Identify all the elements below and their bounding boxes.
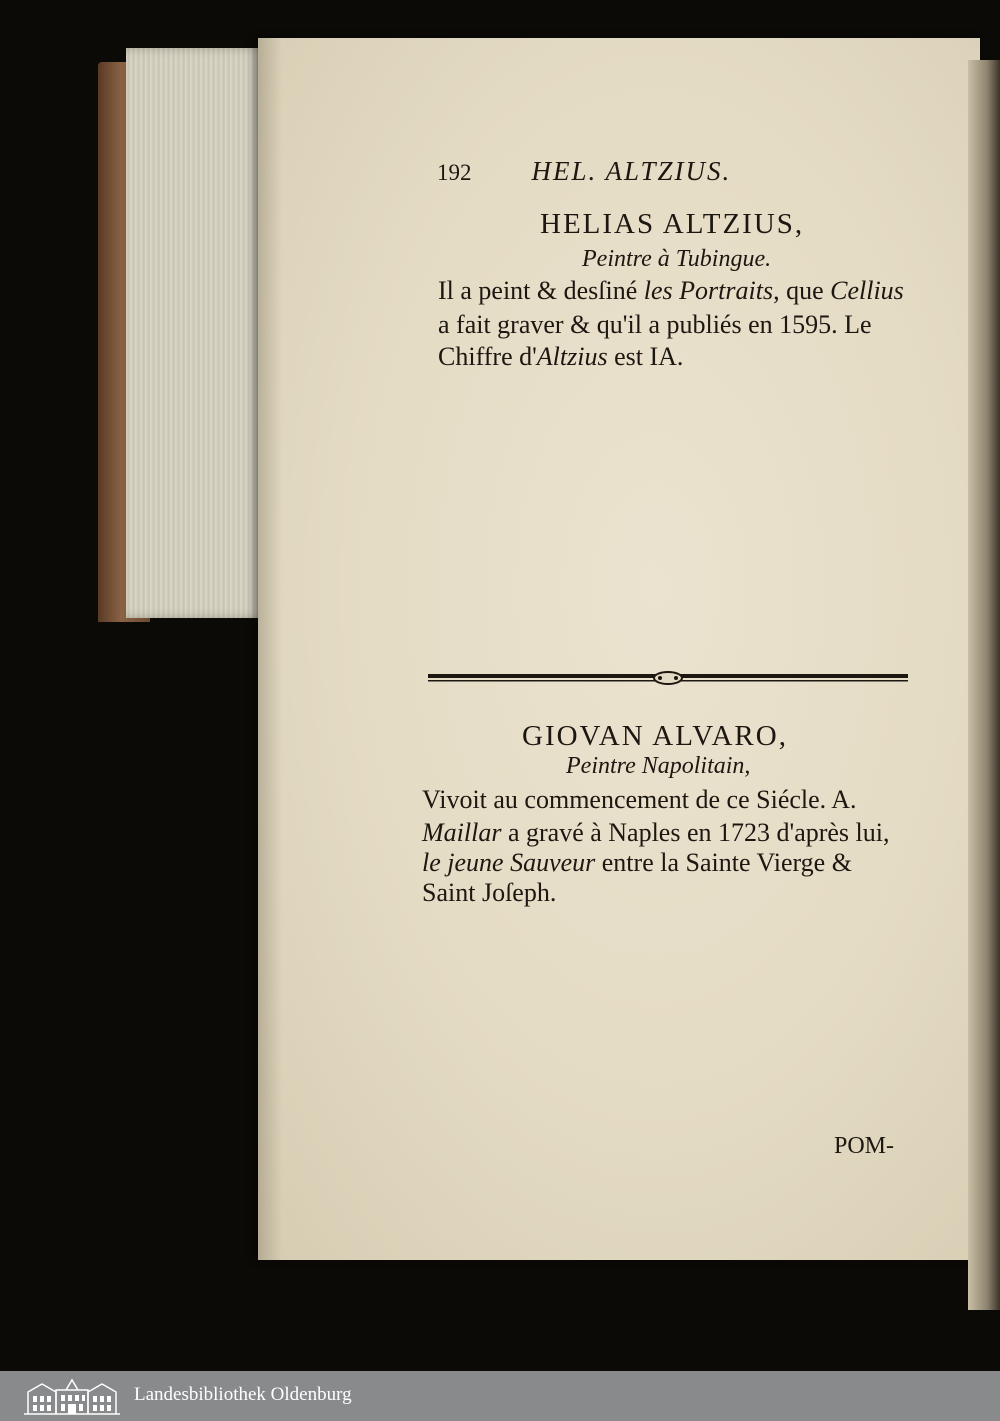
running-head-title: HEL. ALTZIUS. (531, 156, 732, 186)
entry2-line4: Saint Joſeph. (422, 878, 557, 907)
running-head (437, 156, 731, 187)
page-number: 192 (437, 160, 472, 185)
entry2-line3-italic: le jeune Sauveur (422, 848, 596, 877)
entry1-line2: a fait graver & qu'il a publiés en 1595. Le (438, 310, 872, 339)
entry1-name: HELIAS ALTZIUS, (540, 208, 805, 240)
entry2-line2-italic: Maillar (422, 818, 502, 847)
library-building-icon (22, 1376, 122, 1416)
library-name: Landesbibliothek Oldenburg (134, 1384, 352, 1405)
entry1-line1-italic: les Portraits (643, 276, 774, 305)
page-gutter-shadow (258, 38, 282, 1260)
entry1-line1 (438, 276, 904, 306)
entry2-subtitle: Peintre Napolitain, (566, 753, 751, 779)
ornamental-divider (428, 668, 908, 688)
entry1-line1-text2: , que (773, 276, 831, 305)
footer-bar (0, 1371, 1000, 1421)
entry1-subtitle: Peintre à Tubingue. (582, 246, 772, 272)
entry2-line3 (422, 848, 852, 878)
entry2-line2-text: a gravé à Naples en 1723 d'après lui, (501, 818, 890, 847)
entry2-line1: Vivoit au commencement de ce Siécle. A. (422, 785, 857, 814)
entry2-line3-text: entre la Sainte Vierge & (595, 848, 852, 877)
catchword: POM- (834, 1133, 895, 1159)
entry1-line3-text2: est IA. (607, 342, 684, 371)
page-block-edges (126, 48, 266, 618)
entry2-name: GIOVAN ALVARO, (522, 720, 788, 752)
facing-page-edge (968, 60, 1000, 1310)
entry1-line3-italic: Altzius (536, 342, 608, 371)
entry1-line3 (438, 342, 683, 372)
entry1-line1-text: Il a peint & desſiné (438, 276, 644, 305)
entry2-line2 (422, 818, 890, 848)
entry1-line1-italic2: Cellius (830, 276, 904, 305)
entry1-line3-text: Chiffre d' (438, 342, 537, 371)
